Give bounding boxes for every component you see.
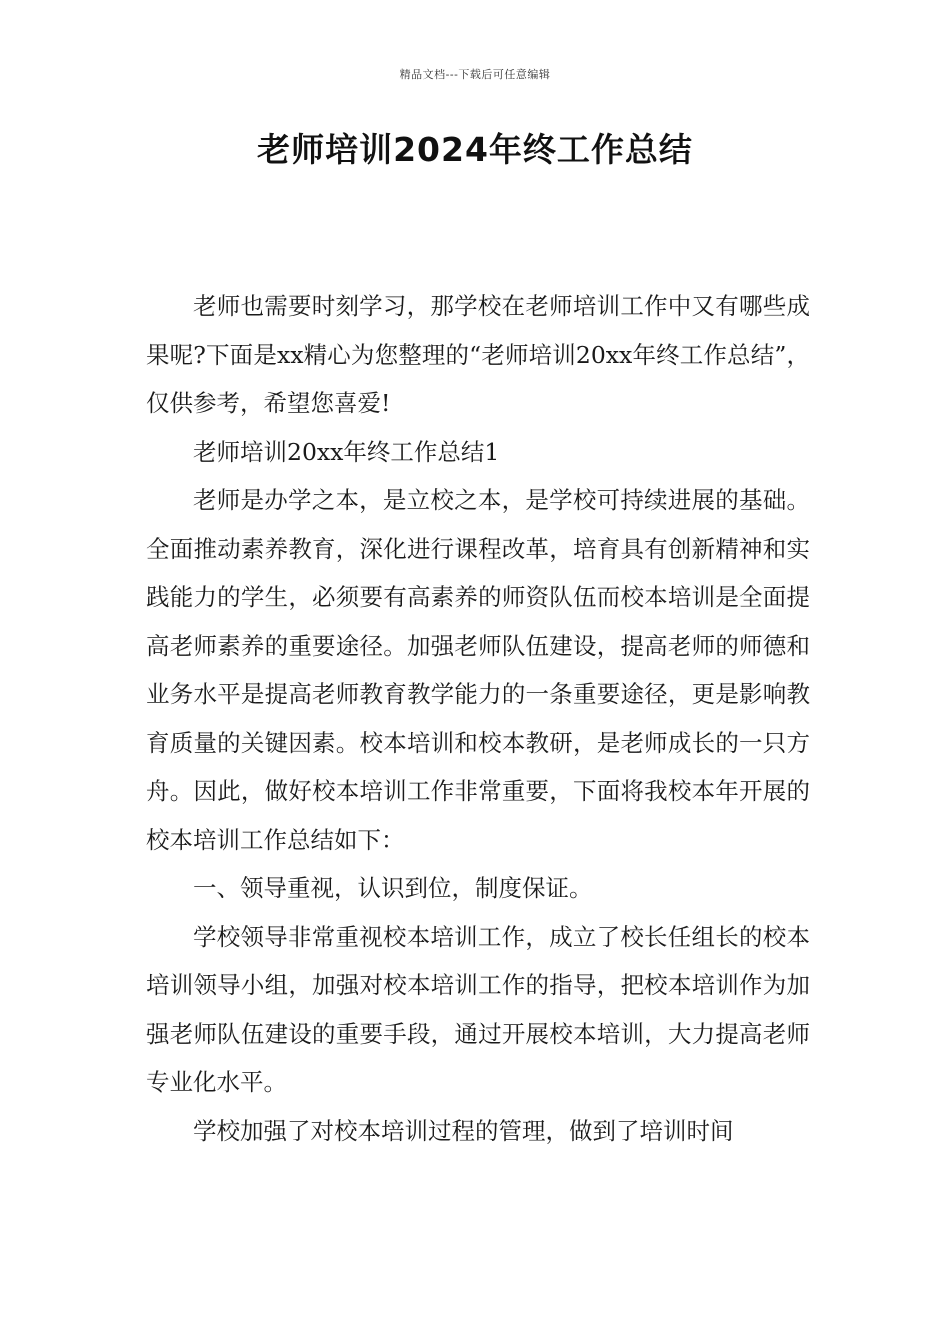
page-header-note: 精品文档---下载后可任意编辑 (399, 68, 551, 81)
paragraph-leadership: 学校领导非常重视校本培训工作，成立了校长任组长的校本培训领导小组，加强对校本培训工作的指导，把校本培训作为加强老师队伍建设的重要手段，通过开展校本培训，大力提高老师专业化水平。 (146, 922, 810, 1096)
paragraph-background: 老师是办学之本，是立校之本，是学校可持续进展的基础。全面推动素养教育，深化进行课程改革，培育具有创新精神和实践能力的学生，必须要有高素养的师资队伍而校本培训是全面提高老师素养的重要途径。加强老师队伍建设，提高老师的师德和业务水平是提高老师教育教学能力的一条重要途径，更是影响教育质量的关键因素。校本培训和校本教研，是老师成长的一只方舟。因此，做好校本培训工作非常重要，下面将我校本年开展的校本培训工作总结如下： (146, 486, 810, 854)
subsection-heading: 一、领导重视，认识到位，制度保证。 (193, 874, 593, 902)
document-body (146, 282, 810, 1155)
paragraph-management: 学校加强了对校本培训过程的管理，做到了培训时间 (193, 1116, 734, 1145)
paragraph-intro: 老师也需要时刻学习，那学校在老师培训工作中又有哪些成果呢?下面是xx精心为您整理的“老师培训20xx年终工作总结”，仅供参考，希望您喜爱! (146, 292, 810, 417)
document-title: 老师培训2024年终工作总结 (257, 130, 693, 169)
section-heading: 老师培训20xx年终工作总结1 (193, 437, 500, 466)
